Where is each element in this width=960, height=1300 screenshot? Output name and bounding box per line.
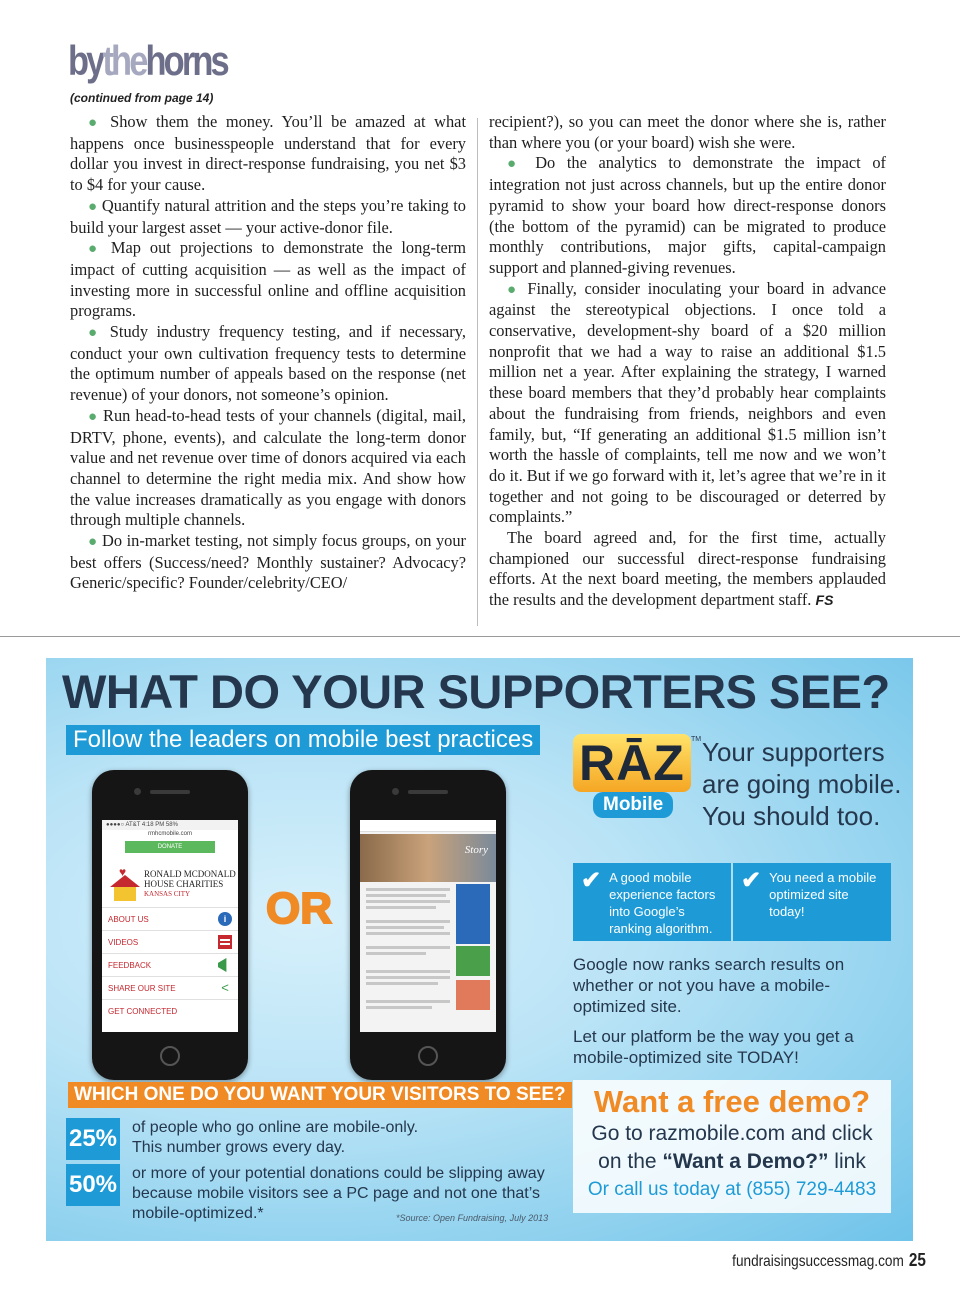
bullet-paragraph: ● Show them the money. You’ll be amazed at what happens once businesspeople understand that for every dollar you invest in direct-response fundraising, you net $3 to $4 for your cause. <box>70 112 467 195</box>
footer-site: fundraisingsuccessmag.com <box>732 1253 904 1270</box>
phone-screen <box>360 820 496 1032</box>
bullet-icon: ● <box>88 198 98 215</box>
bullet-icon: ● <box>88 408 98 425</box>
menu-item-share: SHARE OUR SITE < <box>102 976 238 999</box>
menu-item-feedback: FEEDBACK <box>102 953 238 976</box>
ad-headline: WHAT DO YOUR SUPPORTERS SEE? <box>62 665 890 718</box>
bullet-icon: ● <box>88 534 98 551</box>
ad-subhead: Follow the leaders on mobile best practices <box>66 725 540 755</box>
check-need-site: ✔ You need a mobile optimized site today! <box>733 863 891 941</box>
phone-screen <box>102 820 238 1032</box>
rmhc-logo: ♥ RONALD MCDONALD HOUSE CHARITIES KANSAS CITY <box>110 867 238 901</box>
donate-button: DONATE <box>125 841 215 853</box>
desktop-sidebar <box>456 884 490 944</box>
speaker-icon <box>408 790 448 794</box>
bullet-icon: ● <box>507 281 520 298</box>
article-right-column <box>489 112 886 611</box>
bullet-paragraph: ● Quantify natural attrition and the steps you’re taking to build your largest asset — your active-donor file. <box>70 195 466 237</box>
stat-50: 50% or more of your potential donations could be slipping away because mobile visitors see a PC page and not one that’s mobile-optimized.* <box>66 1164 545 1224</box>
megaphone-icon <box>218 958 232 972</box>
speaker-icon <box>150 790 190 794</box>
page-divider <box>0 636 960 637</box>
bullet-paragraph: ● Do the analytics to demonstrate the impact of integration not just across channels, but up the entire donor pyramid to show your board how direct-response donors (the bottom of the pyramid) can be migrated to produce monthly contributions, major gifts, capital-campaign support and planned-giving revenues. <box>489 153 886 277</box>
raz-mobile-logo: RĀZ Mobile TM <box>573 734 689 826</box>
bullet-paragraph: ● Map out projections to demonstrate the long-term impact of cutting acquisition — as well as the impact of investing more in successful online and offline acquisition programs. <box>70 238 467 321</box>
status-bar: ●●●●○ AT&T 4:18 PM 58% <box>102 820 238 830</box>
info-icon: i <box>218 912 232 926</box>
house-icon: ♥ <box>110 867 140 901</box>
menu-item-connected: GET CONNECTED <box>102 999 238 1022</box>
continued-paragraph: recipient?), so you can meet the donor where she is, rather than where you (or your board) wish she were. <box>489 112 886 152</box>
bullet-icon: ● <box>88 241 102 258</box>
brand-by: by <box>68 37 103 84</box>
signoff-mark: FS <box>815 592 834 609</box>
brand-the: the <box>102 37 146 84</box>
url-bar: rmhcmobile.com <box>147 831 192 837</box>
film-icon <box>218 935 232 949</box>
column-divider <box>477 118 478 626</box>
ad-tagline: Your supporters are going mobile. You should too. <box>702 737 902 831</box>
continued-note: (continued from page 14) <box>70 91 214 105</box>
camera-icon <box>134 788 141 795</box>
demo-line2: on the “Want a Demo?” link <box>598 1150 866 1173</box>
share-icon: < <box>221 980 229 995</box>
check-boxes <box>573 863 891 941</box>
desktop-hero-image: Story <box>360 834 496 882</box>
brand-horns: horns <box>145 37 227 84</box>
bullet-paragraph: ● Run head-to-head tests of your channels (digital, mail, DRTV, phone, events), and calculate the long-term donor value and net revenue over time of donors acquired via each channel to determine the right media mix. And show how the value increases dramatically as you engage with donors through multiple channels. <box>70 405 466 530</box>
source-note: *Source: Open Fundraising, July 2013 <box>396 1213 549 1223</box>
demo-heading: Want a free demo? <box>593 1084 871 1119</box>
raz-mobile-ad[interactable] <box>46 658 913 1241</box>
or-label: OR <box>266 884 332 933</box>
checkmark-icon: ✔ <box>741 867 762 894</box>
checkmark-icon: ✔ <box>581 867 602 894</box>
demo-line1[interactable]: Go to razmobile.com and click <box>591 1122 873 1145</box>
ad-paragraph-platform: Let our platform be the way you get a mobile-optimized site TODAY! <box>573 1027 854 1067</box>
article-left-column <box>70 112 466 594</box>
bullet-paragraph: ● Do in-market testing, not simply focus groups, on your best offers (Success/need? Monthly sustainer? Advocacy? Generic/specific? Founder/celebrity/CEO/ <box>70 531 466 593</box>
phone-mobile-site <box>92 770 248 1080</box>
stat-25: 25% of people who go online are mobile-only. This number grows every day. <box>66 1118 418 1160</box>
home-button-icon <box>160 1046 180 1066</box>
bullet-icon: ● <box>88 325 102 342</box>
bullet-icon: ● <box>507 156 524 173</box>
ad-paragraph-google: Google now ranks search results on whether or not you have a mobile-optimized site. <box>573 955 845 1016</box>
menu-item-about: ABOUT US i <box>102 907 238 930</box>
demo-phone[interactable]: Or call us today at (855) 729-4483 <box>587 1179 877 1200</box>
page-footer <box>732 1250 926 1271</box>
demo-box[interactable] <box>573 1080 891 1213</box>
desktop-header <box>360 820 496 832</box>
bullet-paragraph: ● Study industry frequency testing, and if necessary, conduct your own cultivation frequency tests to determine the optimum number of appeals based on the response (net revenue) of your donors, not someone’s opinion. <box>70 322 466 405</box>
bullet-paragraph: ● Finally, consider inoculating your board in advance against the stereotypical objections. I once told a conservative, development-shy board of a $20 million nonprofit that we had a way to raise an additional $1.5 million net a year. After explaining the strategy, I warned these board members that they’d probably hear complaints about the fundraising from friends, neighbors and even family, but, “If generating an additional $1.5 million isn’t worth the hassle of complaints, tell me now and we won’t do it. But if we go forward with it, let’s agree that we’re in it together and not going to be discouraged or deterred by complaints.” <box>489 278 886 527</box>
home-button-icon <box>418 1046 438 1066</box>
phone-desktop-site <box>350 770 506 1080</box>
menu-item-videos: VIDEOS <box>102 930 238 953</box>
check-google-ranking: ✔ A good mobile experience factors into Google’s ranking algorithm. <box>573 863 731 941</box>
closing-paragraph: The board agreed and, for the first time, actually championed our successful direct-response fundraising efforts. At the next board meeting, the members applauded the results and the development department staff. FS <box>489 528 886 610</box>
page-number: 25 <box>908 1250 926 1270</box>
camera-icon <box>392 788 399 795</box>
bullet-icon: ● <box>88 115 102 131</box>
section-logo <box>68 37 227 84</box>
which-banner: WHICH ONE DO YOU WANT YOUR VISITORS TO SEE? <box>68 1082 572 1108</box>
